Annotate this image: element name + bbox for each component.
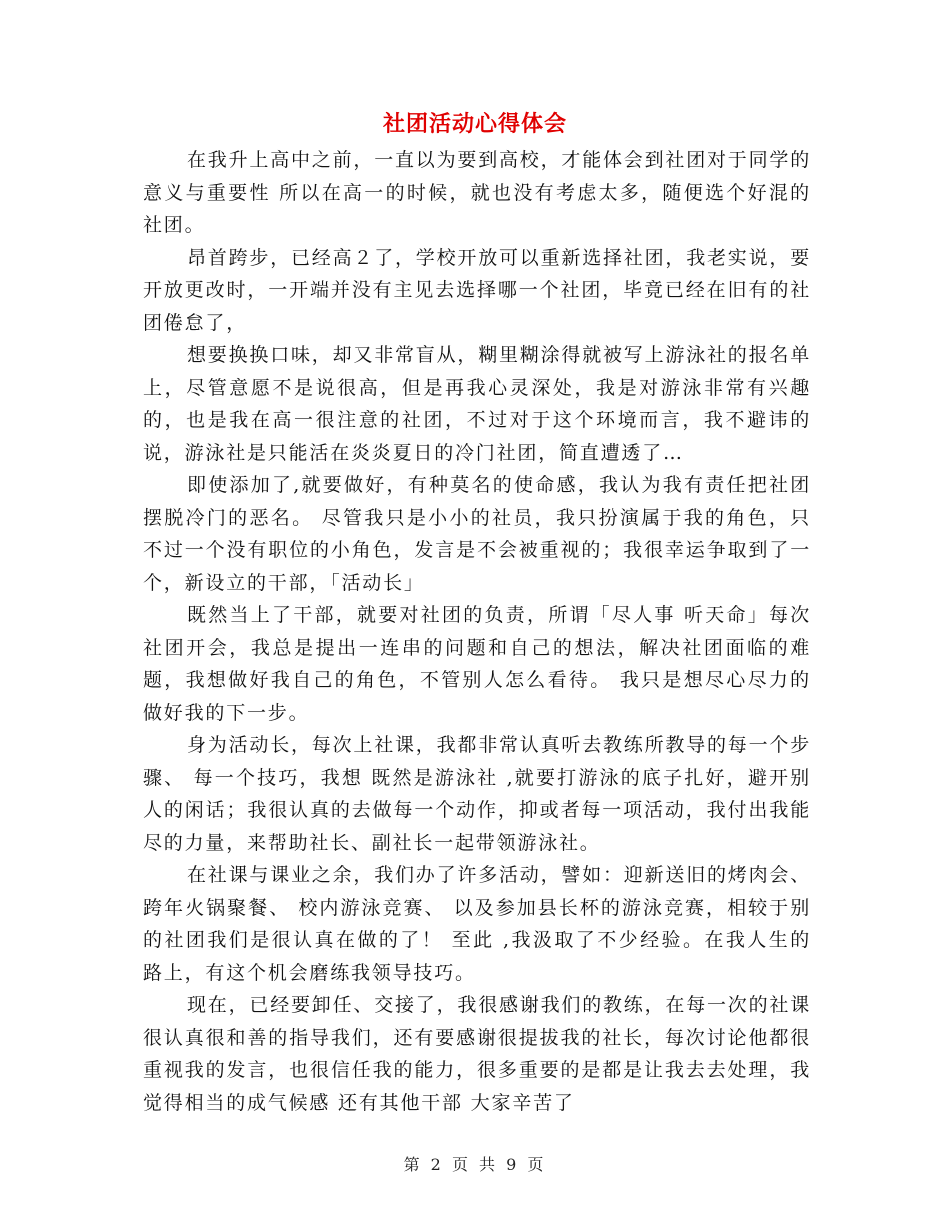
paragraph: 既然当上了干部，就要对社团的负责，所谓「尽人事 听天命」每次社团开会，我总是提出一连串的问题和自己的想法，解决社团面临的难题，我想做好我自己的角色，不管别人怎么看待。 我只是想尽心尽力的做好我的下一步。: [143, 604, 811, 724]
paragraph: 即使添加了,就要做好，有种莫名的使命感，我认为我有责任把社团摆脱冷门的恶名。 尽管我只是小小的社员，我只扮演属于我的角色，只不过一个没有职位的小角色，发言是不会被重视的；我很幸运争取到了一个，新设立的干部，「活动长」: [143, 474, 811, 594]
paragraph: 在社课与课业之余，我们办了许多活动，譬如：迎新送旧的烤肉会、 跨年火锅聚餐、 校内游泳竞赛、 以及参加县长杯的游泳竞赛，相较于别的社团我们是很认真在做的了！ 至此 ,我汲取了不少经验。在我人生的路上，有这个机会磨练我领导技巧。: [143, 864, 812, 984]
page-number-footer: 第 2 页 共 9 页: [403, 1155, 547, 1174]
paragraph: 身为活动长，每次上社课，我都非常认真听去教练所教导的每一个步骤、 每一个技巧，我想 既然是游泳社 ,就要打游泳的底子扎好，避开别人的闲话；我很认真的去做每一个动作，抑或者每一项活动，我付出我能尽的力量，来帮助社长、副社长一起带领游泳社。: [143, 734, 812, 854]
document-body: [143, 144, 811, 1119]
document-title: 社团活动心得体会: [382, 111, 567, 137]
paragraph: 昂首跨步，已经高２了，学校开放可以重新选择社团，我老实说，要开放更改时，一开端并没有主见去选择哪一个社团，毕竟已经在旧有的社团倦怠了，: [143, 246, 812, 334]
paragraph: 在我升上高中之前，一直以为要到高校，才能体会到社团对于同学的意义与重要性 所以在高一的时候，就也没有考虑太多，随便选个好混的社团。: [143, 149, 812, 236]
paragraph: 现在，已经要卸任、交接了，我很感谢我们的教练，在每一次的社课很认真很和善的指导我们，还有要感谢很提拔我的社长，每次讨论他都很重视我的发言，也很信任我的能力，很多重要的是都是让我去去处理，我觉得相当的成气候感 还有其他干部 大家辛苦了: [143, 994, 812, 1114]
paragraph: 想要换换口味，却又非常盲从，糊里糊涂得就被写上游泳社的报名单上，尽管意愿不是说很高，但是再我心灵深处，我是对游泳非常有兴趣的，也是我在高一很注意的社团，不过对于这个环境而言，我不避讳的说，游泳社是只能活在炎炎夏日的冷门社团，简直遭透了…: [143, 344, 812, 464]
